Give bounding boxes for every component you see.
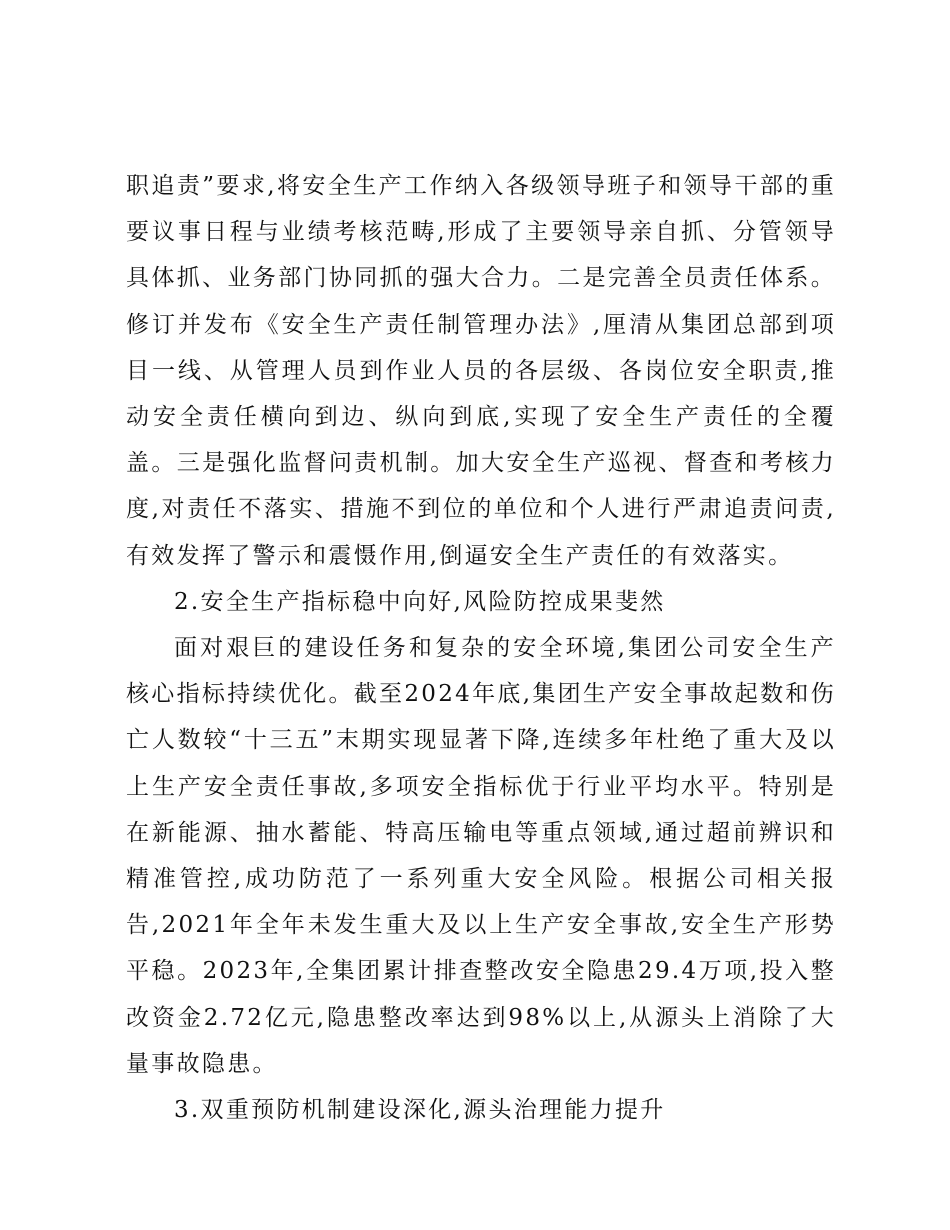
body-paragraph-continued: 职追责”要求,将安全生产工作纳入各级领导班子和领导干部的重要议事日程与业绩考核范畴,形成了主要领导亲自抓、分管领导具体抓、业务部门协同抓的强大合力。二是完善全员责任体系。修订并发布《安全生产责任制管理办法》,厘清从集团总部到项目一线、从管理人员到作业人员的各层级、各岗位安全职责,推动安全责任横向到边、纵向到底,实现了安全生产责任的全覆盖。三是强化监督问责机制。加大安全生产巡视、督查和考核力度,对责任不落实、措施不到位的单位和个人进行严肃追责问责,有效发挥了警示和震慑作用,倒逼安全生产责任的有效落实。 [126,173,836,569]
document-body [126,163,836,1133]
section-heading-2: 2.安全生产指标稳中向好,风险防控成果斐然 [174,588,666,615]
section-heading-3: 3.双重预防机制建设深化,源头治理能力提升 [174,1097,666,1124]
body-paragraph-indicators: 面对艰巨的建设任务和复杂的安全环境,集团公司安全生产核心指标持续优化。截至2024年底,集团生产安全事故起数和伤亡人数较“十三五”末期实现显著下降,连续多年杜绝了重大及以上生产安全责任事故,多项安全指标优于行业平均水平。特别是在新能源、抽水蓄能、特高压输电等重点领域,通过超前辨识和精准管控,成功防范了一系列重大安全风险。根据公司相关报告,2021年全年未发生重大及以上生产安全事故,安全生产形势平稳。2023年,全集团累计排查整改安全隐患29.4万项,投入整改资金2.72亿元,隐患整改率达到98%以上,从源头上消除了大量事故隐患。 [126,635,836,1077]
